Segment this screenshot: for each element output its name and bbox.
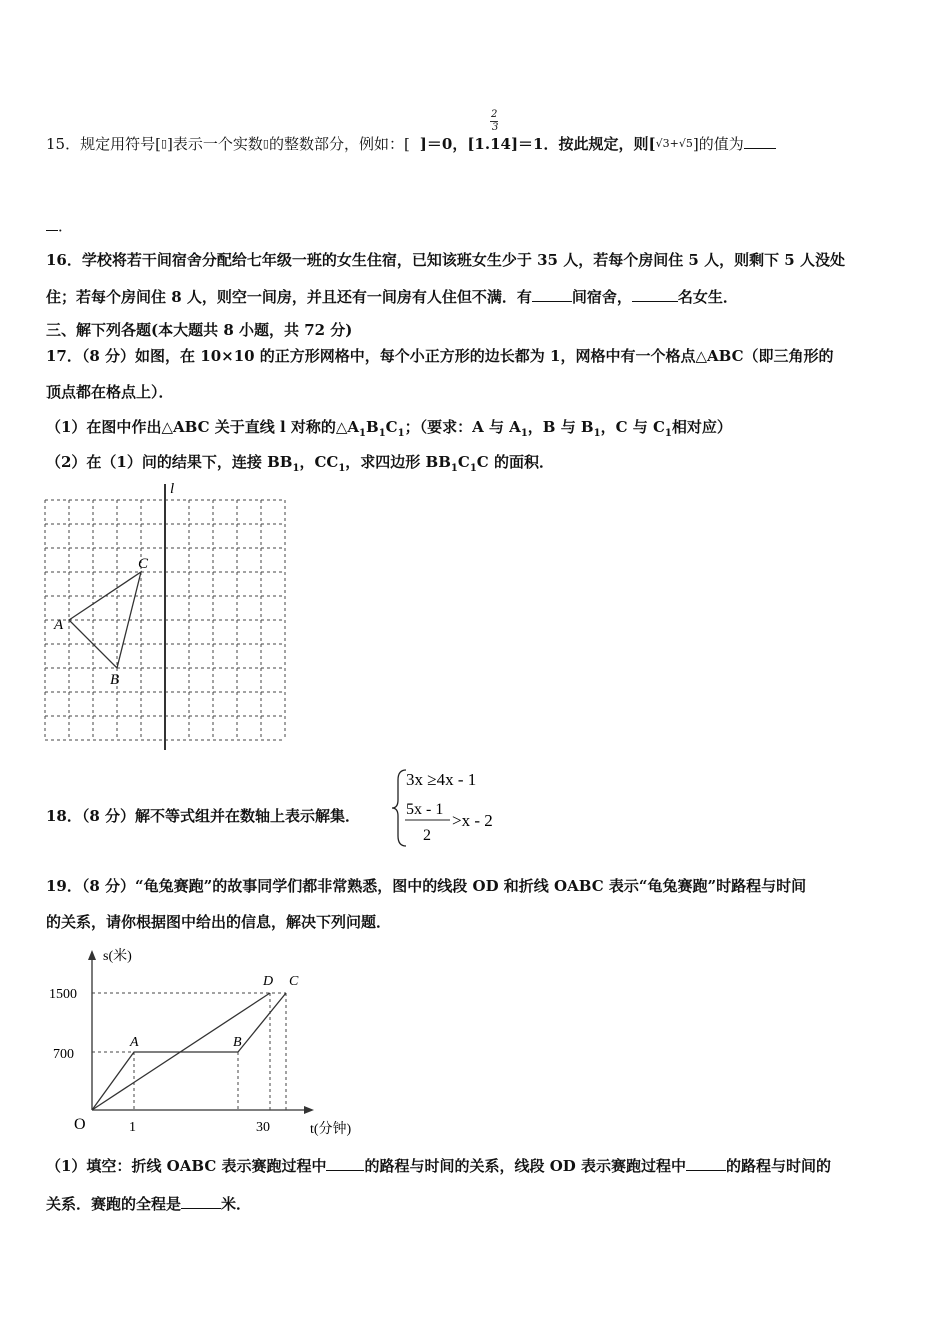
subscript: 1 [359, 428, 367, 439]
answer-blank [181, 1194, 221, 1209]
subscript: 1 [292, 463, 300, 474]
answer-blank [686, 1156, 726, 1171]
inequality-2-numerator: 5x - 1 [406, 801, 444, 818]
q19-part-1-cont [46, 1194, 251, 1214]
x-axis-arrow-icon [304, 1106, 314, 1114]
q17-p1-text: 相对应） [671, 418, 732, 436]
sqrt-3: √3 [655, 137, 670, 150]
q16-text-b: 间宿舍， [571, 288, 632, 306]
q17-p2-text: C 的面积． [476, 453, 554, 471]
answer-blank [532, 287, 572, 302]
q15-text-5: ]的值为 [692, 135, 744, 153]
y-tick-1500: 1500 [49, 987, 77, 1002]
plus-sign: + [669, 137, 679, 150]
q15-text-3: 的整数部分，例如：[ [268, 135, 410, 153]
q17-part-1 [46, 417, 732, 444]
sqrt-5: √5 [678, 137, 693, 150]
q15-text-4: ]＝0，[1.14]＝1．按此规定，则[ [419, 135, 656, 153]
q15-number: 15． [46, 135, 81, 153]
q17-p2-text: （2）在（1）问的结果下，连接 BB [46, 453, 293, 471]
answer-blank [744, 134, 776, 149]
y-axis-arrow-icon [88, 950, 96, 960]
q19-p1-text: 的路程与时间的关系，线段 OD 表示赛跑过程中 [364, 1157, 687, 1175]
subscript: 1 [469, 463, 477, 474]
q19-p1-text: （1）填空：折线 OABC 表示赛跑过程中 [46, 1157, 327, 1175]
q17-part-2 [46, 452, 554, 479]
q17-line-1: 17．（8 分）如图，在 10×10 的正方形网格中，每个小正方形的边长都为 1，网格中有一个格点△ABC（即三角形的 [46, 347, 834, 365]
q19-line-1: 19．（8 分）“龟兔赛跑”的故事同学们都非常熟悉，图中的线段 OD 和折线 OABC 表示“龟兔赛跑”时路程与时间 [46, 877, 807, 895]
point-label-b: B [233, 1035, 242, 1050]
point-label-d: D [263, 974, 274, 989]
grid-figure [38, 478, 298, 753]
inequality-1: 3x ≥4x - 1 [406, 770, 477, 789]
point-label-a: A [130, 1035, 139, 1050]
q19-part-1 [46, 1156, 831, 1176]
inequality-2-denominator: 2 [423, 827, 431, 844]
subscript: 1 [450, 463, 458, 474]
answer-blank [632, 287, 678, 302]
brace-icon [392, 770, 406, 846]
q15-text-1: 规定用符号[ [80, 135, 161, 153]
y-axis-label: s(米) [103, 949, 132, 964]
race-graph [40, 940, 370, 1140]
q17-p1-text: ，C 与 C [600, 418, 665, 436]
polyline-oabc [92, 993, 286, 1110]
inequality-2-rhs: >x - 2 [452, 811, 493, 830]
q16-line-1: 16．学校将若干间宿舍分配给七年级一班的女生住宿，已知该班女生少于 35 人，若每个房间住 5 人，则剩下 5 人没处 [46, 251, 845, 269]
subscript: 1 [397, 428, 405, 439]
q17-p2-text: ，CC [299, 453, 339, 471]
vertex-label-b: B [110, 672, 120, 688]
subscript: 1 [338, 463, 346, 474]
subscript: 1 [378, 428, 386, 439]
vertex-label-a: A [54, 617, 64, 633]
origin-label: O [74, 1116, 86, 1133]
q15-text-2: ]表示一个实数 [167, 135, 263, 153]
q17-p1-text: ，B 与 B [527, 418, 594, 436]
q15-continuation [46, 216, 73, 236]
q17-p1-text: （1）在图中作出△ABC 关于直线 l 对称的△A [46, 418, 360, 436]
q19-p1-text: 的路程与时间的 [726, 1157, 832, 1175]
y-tick-700: 700 [53, 1047, 74, 1062]
q17-p2-text: C [457, 453, 470, 471]
fraction-denominator: 3 [492, 122, 499, 133]
x-tick-1: 1 [129, 1120, 136, 1135]
subscript: 1 [664, 428, 672, 439]
subscript: 1 [593, 428, 601, 439]
subscript: 1 [520, 428, 528, 439]
q17-line-2: 顶点都在格点上）． [46, 383, 174, 401]
q15-line [46, 134, 776, 154]
q15-period: ． [58, 217, 74, 235]
q16-line-2 [46, 287, 738, 307]
placeholder-box-icon: ▯ [160, 137, 168, 150]
fraction-numerator: 2 [491, 109, 498, 120]
placeholder-box-icon: ▯ [262, 137, 269, 150]
point-label-c: C [289, 974, 299, 989]
q16-text-a: 住；若每个房间住 8 人，则空一间房，并且还有一间房有人住但不满．有 [46, 288, 532, 306]
answer-blank [326, 1156, 364, 1171]
q17-p1-text: C [385, 418, 398, 436]
q17-p2-text: ，求四边形 BB [345, 453, 451, 471]
x-axis-label: t(分钟) [310, 1122, 352, 1137]
q16-text-c: 名女生． [677, 288, 738, 306]
section-heading: 三、解下列各题(本大题共 8 小题，共 72 分) [46, 321, 353, 339]
q17-p1-text: B [366, 418, 379, 436]
q19-p1-text: 米． [221, 1195, 252, 1213]
answer-blank [46, 216, 58, 231]
inequality-system [392, 766, 522, 850]
q17-p1-text: ；（要求：A 与 A [404, 418, 521, 436]
q19-p1-text: 关系．赛跑的全程是 [46, 1195, 182, 1213]
x-tick-30: 30 [256, 1120, 270, 1135]
vertex-label-c: C [138, 556, 149, 572]
q18-text: 18．（8 分）解不等式组并在数轴上表示解集． [46, 807, 361, 825]
q19-line-2: 的关系，请你根据图中给出的信息，解决下列问题． [46, 913, 392, 931]
line-label-l: l [170, 481, 175, 497]
